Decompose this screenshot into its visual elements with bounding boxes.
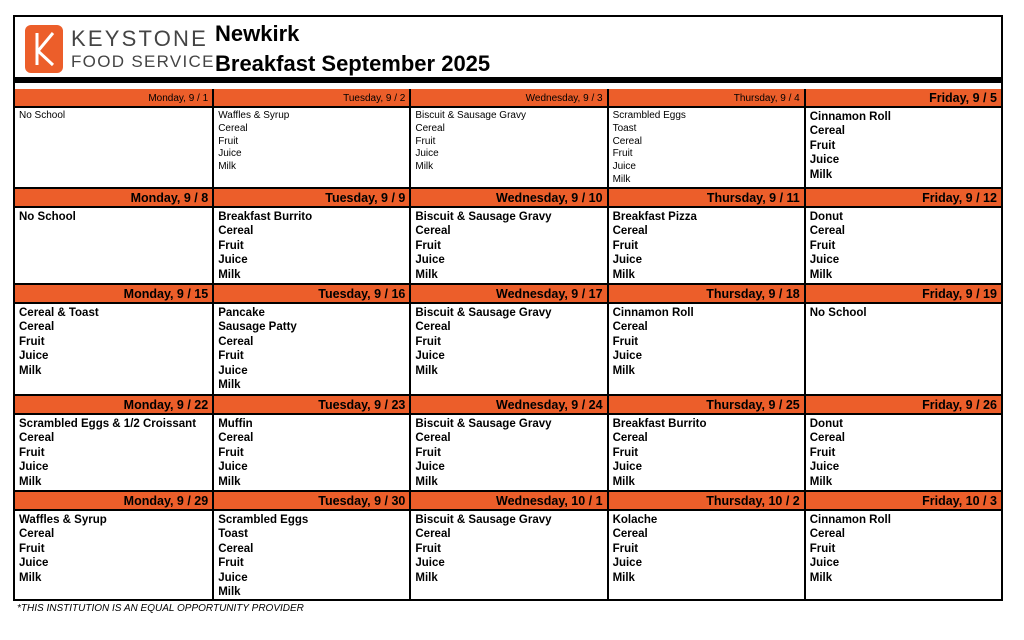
menu-item: Milk (612, 268, 635, 281)
menu-item-list (609, 415, 804, 490)
day-date-header: Tuesday, 9 / 16 (214, 285, 409, 304)
day-cell (607, 492, 804, 599)
menu-item: Fruit (612, 446, 639, 459)
menu-item: Juice (809, 254, 840, 267)
menu-item-list (15, 208, 212, 283)
menu-item-list (806, 304, 1001, 394)
menu-item: Fruit (612, 335, 639, 348)
day-cell (607, 396, 804, 490)
menu-item: Juice (218, 571, 248, 584)
day-date-header: Thursday, 10 / 2 (609, 492, 804, 511)
menu-item: Cinnamon Roll (612, 307, 694, 319)
day-cell (804, 396, 1001, 490)
menu-item: Cereal (415, 122, 445, 134)
menu-item: Toast (612, 122, 637, 134)
menu-item: Fruit (612, 239, 639, 252)
menu-item: Milk (809, 571, 833, 584)
menu-item: Cereal (612, 225, 648, 238)
menu-item: No School (809, 307, 867, 319)
day-cell (804, 189, 1001, 283)
menu-item: Toast (218, 528, 249, 541)
menu-item: Juice (218, 364, 248, 377)
day-cell (15, 285, 212, 394)
menu-calendar-grid (15, 89, 1001, 599)
menu-item: Fruit (415, 239, 441, 252)
day-date-header: Thursday, 9 / 4 (609, 89, 804, 108)
menu-item-list (609, 108, 804, 187)
menu-item: Cereal (809, 125, 845, 138)
day-cell (804, 89, 1001, 187)
menu-sheet (13, 15, 1003, 601)
menu-item: Cereal (19, 432, 55, 445)
logo-wordmark-line2: FOOD SERVICE (71, 52, 215, 71)
menu-item: Cereal (612, 432, 648, 445)
day-date-header: Monday, 9 / 8 (15, 189, 212, 208)
menu-item: Juice (612, 350, 642, 363)
day-cell (409, 492, 606, 599)
menu-item: Fruit (809, 239, 836, 252)
menu-item-list (411, 108, 606, 187)
day-cell (804, 492, 1001, 599)
menu-item: Milk (612, 173, 631, 185)
menu-item: Juice (612, 254, 642, 267)
day-date-header: Tuesday, 9 / 9 (214, 189, 409, 208)
day-cell (409, 285, 606, 394)
menu-item: Donut (809, 211, 843, 223)
menu-item: Waffles & Syrup (218, 110, 290, 121)
menu-item: Fruit (415, 335, 441, 348)
menu-item: Cereal (218, 432, 254, 445)
menu-item: Milk (612, 571, 635, 584)
keystone-k-icon (25, 25, 63, 73)
menu-item-list (15, 108, 212, 187)
menu-item: Cereal (415, 528, 451, 541)
menu-item: Cereal (415, 432, 451, 445)
day-date-header: Monday, 9 / 1 (15, 89, 212, 108)
day-date-header: Wednesday, 9 / 17 (411, 285, 606, 304)
week-row (15, 490, 1001, 599)
menu-item-list (15, 415, 212, 490)
week-row (15, 187, 1001, 283)
menu-item-list (806, 108, 1001, 187)
menu-item-list (609, 511, 804, 599)
menu-item-list (411, 304, 606, 394)
menu-item: Cinnamon Roll (809, 111, 891, 123)
menu-item: No School (19, 110, 66, 121)
day-date-header: Tuesday, 9 / 30 (214, 492, 409, 511)
menu-item-list (214, 108, 409, 187)
menu-item: Juice (809, 557, 840, 570)
day-date-header: Monday, 9 / 15 (15, 285, 212, 304)
day-cell (15, 189, 212, 283)
menu-item: Breakfast Burrito (218, 211, 313, 223)
menu-item: Cereal (19, 321, 55, 334)
day-date-header: Monday, 9 / 29 (15, 492, 212, 511)
menu-item: Biscuit & Sausage Gravy (415, 110, 526, 121)
menu-item: Cereal (415, 321, 451, 334)
menu-item: Scrambled Eggs (218, 514, 309, 526)
day-date-header: Thursday, 9 / 18 (609, 285, 804, 304)
day-cell (607, 285, 804, 394)
menu-item-list (214, 208, 409, 283)
menu-item: Fruit (809, 542, 836, 555)
menu-item: Milk (415, 268, 438, 281)
menu-item-list (15, 511, 212, 599)
day-cell (607, 89, 804, 187)
menu-item: Muffin (218, 418, 253, 430)
menu-item: Cereal (415, 225, 451, 238)
day-cell (212, 89, 409, 187)
menu-item: Milk (415, 571, 438, 584)
menu-item: Fruit (19, 335, 45, 348)
menu-item: Milk (19, 364, 42, 377)
menu-item: Cereal (809, 225, 845, 238)
menu-item: Cereal (809, 432, 845, 445)
menu-item-list (806, 208, 1001, 283)
menu-item: Cereal (218, 335, 254, 348)
day-cell (15, 492, 212, 599)
menu-item-list (806, 511, 1001, 599)
menu-item: Juice (612, 461, 642, 474)
menu-item: Juice (612, 557, 642, 570)
menu-item: Milk (218, 379, 241, 392)
menu-item: Milk (415, 161, 434, 173)
menu-item-list (214, 304, 409, 394)
menu-item-list (411, 415, 606, 490)
menu-item: Fruit (218, 239, 244, 252)
menu-item: Fruit (19, 446, 45, 459)
menu-item: Milk (809, 268, 833, 281)
menu-item: Fruit (218, 350, 244, 363)
menu-item: Fruit (415, 542, 441, 555)
menu-item: Sausage Patty (218, 321, 297, 334)
menu-item: Fruit (19, 542, 45, 555)
menu-item: Milk (218, 268, 241, 281)
menu-item: Fruit (809, 139, 836, 152)
menu-item: Fruit (415, 135, 436, 147)
menu-item-list (411, 511, 606, 599)
menu-item: Fruit (415, 446, 441, 459)
equal-opportunity-notice: *THIS INSTITUTION IS AN EQUAL OPPORTUNITY PROVIDER (17, 603, 304, 614)
menu-item: Scrambled Eggs & 1/2 Croissant (19, 418, 197, 430)
day-cell (212, 492, 409, 599)
week-row (15, 394, 1001, 490)
day-cell (409, 89, 606, 187)
menu-item: Milk (19, 571, 42, 584)
day-cell (212, 189, 409, 283)
menu-item-list (214, 415, 409, 490)
menu-item: Fruit (218, 557, 244, 570)
menu-item: Pancake (218, 307, 265, 319)
menu-item: Cereal (19, 528, 55, 541)
menu-item: Donut (809, 418, 843, 430)
day-cell (409, 189, 606, 283)
menu-item: Juice (415, 254, 445, 267)
day-date-header: Wednesday, 9 / 24 (411, 396, 606, 415)
menu-header (15, 17, 1001, 83)
week-row (15, 283, 1001, 394)
menu-item: Cereal (612, 528, 648, 541)
menu-item: Fruit (218, 135, 239, 147)
day-date-header: Friday, 10 / 3 (806, 492, 1001, 511)
menu-item: Juice (612, 161, 636, 173)
menu-item-list (609, 208, 804, 283)
menu-item-list (806, 415, 1001, 490)
menu-item: Breakfast Pizza (612, 211, 697, 223)
day-cell (212, 396, 409, 490)
day-cell (607, 189, 804, 283)
day-date-header: Wednesday, 10 / 1 (411, 492, 606, 511)
keystone-logo (25, 25, 215, 75)
menu-item: Fruit (612, 542, 639, 555)
menu-item: Cereal & Toast (19, 307, 99, 319)
menu-item: Scrambled Eggs (612, 110, 686, 121)
day-date-header: Wednesday, 9 / 10 (411, 189, 606, 208)
menu-item-list (411, 208, 606, 283)
menu-item: Cereal (612, 321, 648, 334)
menu-item: Juice (19, 461, 49, 474)
day-date-header: Monday, 9 / 22 (15, 396, 212, 415)
menu-item: Milk (809, 168, 833, 181)
menu-item-list (214, 511, 409, 599)
menu-item: Juice (218, 254, 248, 267)
menu-item: Milk (415, 364, 438, 377)
school-name: Newkirk (215, 21, 300, 46)
menu-item-list (609, 304, 804, 394)
menu-item: Milk (218, 161, 236, 173)
day-cell (804, 285, 1001, 394)
menu-title: Breakfast September 2025 (215, 51, 491, 76)
day-date-header: Wednesday, 9 / 3 (411, 89, 606, 108)
menu-item: Cereal (612, 135, 643, 147)
menu-item: Biscuit & Sausage Gravy (415, 307, 552, 319)
menu-item-list (15, 304, 212, 394)
menu-item: Cereal (218, 542, 254, 555)
menu-item: Biscuit & Sausage Gravy (415, 211, 552, 223)
menu-item: Biscuit & Sausage Gravy (415, 514, 552, 526)
day-cell (15, 396, 212, 490)
logo-wordmark-line1: KEYSTONE (71, 26, 209, 51)
menu-item: Juice (415, 148, 439, 160)
menu-item: Juice (415, 461, 445, 474)
menu-item: Fruit (809, 446, 836, 459)
menu-item: Juice (809, 461, 840, 474)
menu-item: Fruit (612, 148, 633, 160)
menu-item: Juice (218, 148, 242, 160)
menu-item: Milk (612, 364, 635, 377)
day-date-header: Friday, 9 / 26 (806, 396, 1001, 415)
menu-item: Cereal (218, 122, 248, 134)
menu-item: No School (19, 211, 76, 223)
day-date-header: Friday, 9 / 12 (806, 189, 1001, 208)
menu-item: Milk (218, 586, 241, 599)
menu-item: Juice (415, 350, 445, 363)
menu-item: Cinnamon Roll (809, 514, 891, 526)
menu-item: Biscuit & Sausage Gravy (415, 418, 552, 430)
menu-item: Juice (19, 557, 49, 570)
day-date-header: Thursday, 9 / 25 (609, 396, 804, 415)
menu-item: Juice (415, 557, 445, 570)
day-cell (409, 396, 606, 490)
day-date-header: Thursday, 9 / 11 (609, 189, 804, 208)
menu-item: Milk (218, 475, 241, 488)
menu-item: Milk (415, 475, 438, 488)
menu-item: Waffles & Syrup (19, 514, 107, 526)
day-cell (15, 89, 212, 187)
menu-item: Kolache (612, 514, 658, 526)
day-cell (212, 285, 409, 394)
menu-item: Milk (612, 475, 635, 488)
menu-item: Milk (809, 475, 833, 488)
menu-item: Juice (19, 350, 49, 363)
menu-item: Cereal (809, 528, 845, 541)
menu-item: Cereal (218, 225, 254, 238)
day-date-header: Tuesday, 9 / 23 (214, 396, 409, 415)
menu-item: Breakfast Burrito (612, 418, 707, 430)
day-date-header: Friday, 9 / 5 (806, 89, 1001, 108)
week-row (15, 89, 1001, 187)
day-date-header: Tuesday, 9 / 2 (214, 89, 409, 108)
menu-item: Milk (19, 475, 42, 488)
menu-item: Fruit (218, 446, 244, 459)
menu-item: Juice (218, 461, 248, 474)
day-date-header: Friday, 9 / 19 (806, 285, 1001, 304)
menu-item: Juice (809, 154, 840, 167)
